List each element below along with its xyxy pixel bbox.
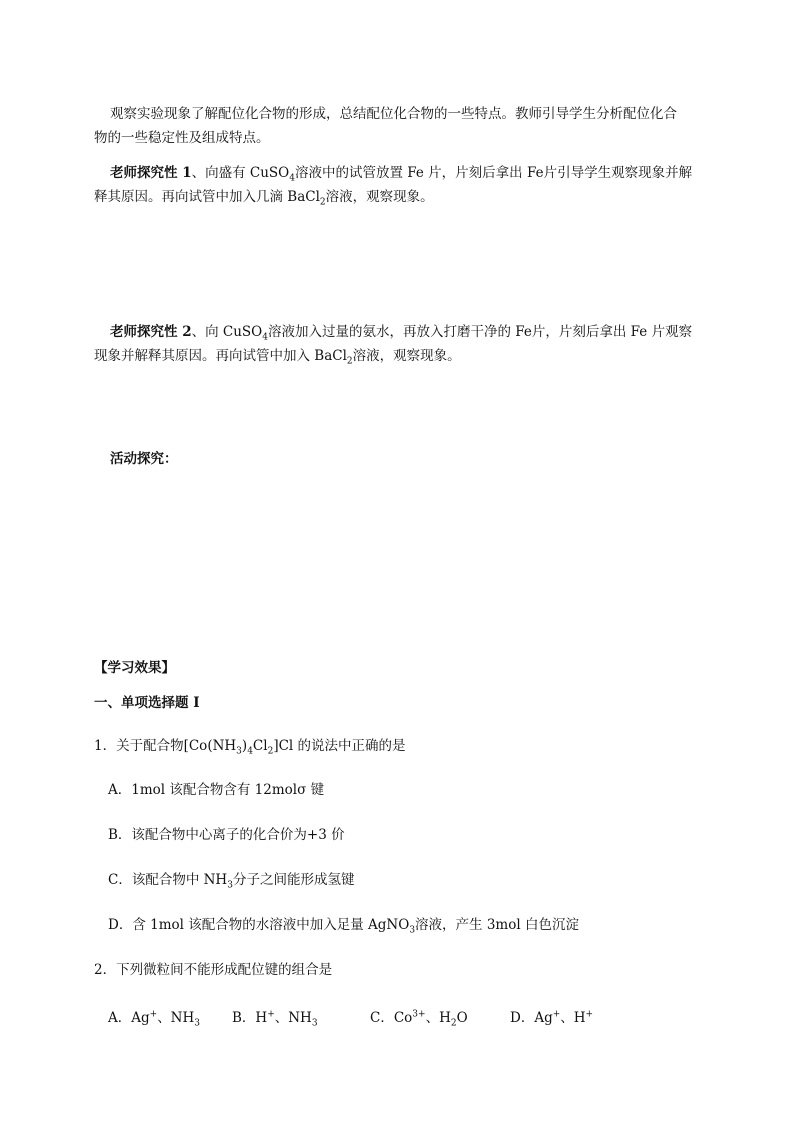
q1-option-c [108,870,354,890]
q2-d-rest: 、H [560,1010,586,1026]
q2-c-label: C．Co [370,1010,413,1026]
q2-option-a [108,1008,200,1028]
exp2-label: 老师探究性 2 [110,324,192,340]
q1-stem-d: ]Cl 的说法中正确的是 [273,738,406,754]
exp1-text-a: 、向盛有 CuSO [191,165,290,181]
q1-stem-a: 1．关于配合物[Co(NH [94,738,237,754]
q2-b-sub: 3 [311,1018,318,1029]
q2-a-sub: 3 [194,1018,201,1029]
q2-a-rest: 、NH [157,1010,195,1026]
q1-optd-b: 溶液，产生 3mol 白色沉淀 [415,917,579,933]
q1-stem-b: ) [241,738,248,754]
q2-option-d [510,1008,593,1028]
exp1-line-1 [110,163,692,183]
q2-option-b [232,1008,318,1028]
q2-c-tail: O [456,1010,468,1026]
exp2-sub: 4 [262,332,268,343]
intro-line-2: 物的一些稳定性及组成特点。 [94,130,270,146]
q1-optc-a: C．该配合物中 NH [108,872,228,888]
activity-heading: 活动探究： [110,451,178,467]
q1-sub-3: 2 [267,746,274,757]
q2-b-label: B．H [232,1010,268,1026]
exp1-sub-2: 2 [319,197,326,208]
q2-c-rest: 、H [425,1010,451,1026]
q2-a-label: A．Ag [108,1010,150,1026]
exp1-text-d: 溶液，观察现象。 [325,189,434,205]
exp2-line-2 [94,346,461,366]
q2-b-sup: + [267,1009,275,1020]
q1-stem [94,736,406,756]
q2-a-sup: + [149,1009,158,1020]
effect-heading: 【学习效果】 [94,660,175,676]
exp2-text-d: 溶液，观察现象。 [352,348,461,364]
exp2-text-a: 、向 CuSO [191,324,263,340]
q1-optc-b: 分子之间能形成氢键 [232,872,355,888]
exp1-label: 老师探究性 1 [110,165,192,181]
q2-d-sup: + [552,1009,561,1020]
exp1-sub: 4 [289,173,295,184]
q2-options [0,1008,794,1032]
q1-option-a: A．1mol 该配合物含有 12molσ 键 [108,782,325,798]
intro-line-1: 观察实验现象了解配位化合物的形成，总结配位化合物的一些特点。教师引导学生分析配位化合 [110,106,677,122]
exp1-text-c: 释其原因。再向试管中加入几滴 BaCl [94,189,320,205]
exp2-line-1 [110,322,692,342]
q1-optc-sub: 3 [227,880,233,891]
q2-c-sub: 2 [450,1018,457,1029]
exp1-text-b: 溶液中的试管放置 Fe 片，片刻后拿出 Fe片引导学生观察现象并解 [294,165,693,181]
q1-optd-sub: 3 [409,925,416,936]
q2-d-label: D．Ag [510,1010,553,1026]
q1-sub-2: 4 [247,746,253,757]
q1-option-b: B．该配合物中心离子的化合价为+3 价 [108,827,345,843]
q2-d-sup-2: + [585,1009,594,1020]
exp1-line-2 [94,187,434,207]
q2-c-sup: 3+ [412,1009,426,1020]
q2-option-c [370,1008,468,1028]
q2-b-rest: 、NH [274,1010,312,1026]
q2-stem: 2．下列微粒间不能形成配位键的组合是 [94,962,333,978]
exp2-sub-2: 2 [346,356,353,367]
exp2-text-c: 现象并解释其原因。再向试管中加入 BaCl [94,348,347,364]
section-heading: 一、单项选择题 I [94,695,200,711]
q1-optd-a: D．含 1mol 该配合物的水溶液中加入足量 AgNO [108,917,410,933]
q1-sub-1: 3 [236,746,242,757]
q1-stem-c: Cl [252,738,268,754]
exp2-text-b: 溶液加入过量的氨水，再放入打磨干净的 Fe片，片刻后拿出 Fe 片观察 [267,324,693,340]
q1-option-d [108,915,579,935]
